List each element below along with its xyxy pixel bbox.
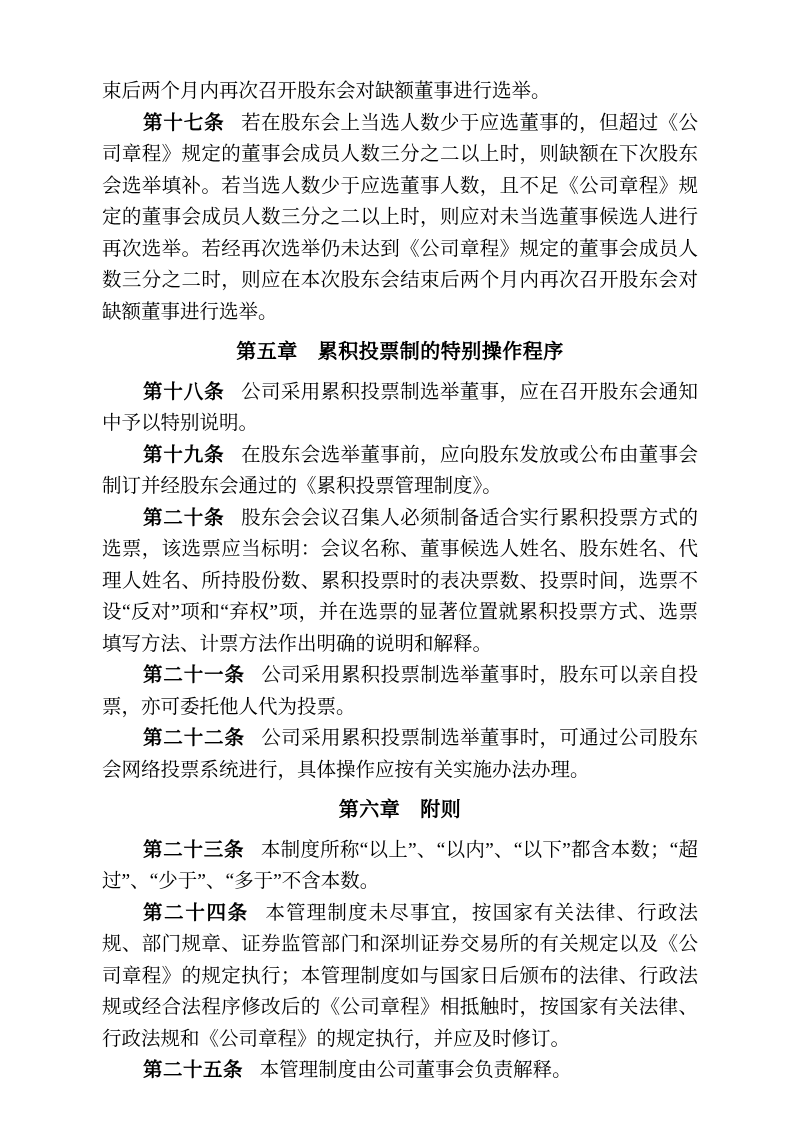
- article-23: [102, 835, 698, 898]
- article-23-text: 本制度所称“以上”、“以内”、“以下”都含本数；“超过”、“少于”、“多于”不含本数。: [102, 839, 698, 892]
- article-19-text: 在股东会选举董事前，应向股东发放或公布由董事会制订并经股东会通过的《累积投票管理制度》。: [102, 444, 698, 497]
- article-24-text: 本管理制度未尽事宜，按国家有关法律、行政法规、部门规章、证券监管部门和深圳证券交易所的有关规定以及《公司章程》的规定执行；本管理制度如与国家日后颁布的法律、行政法规或经合法程序修改后的《公司章程》相抵触时，按国家有关法律、行政法规和《公司章程》的规定执行，并应及时修订。: [102, 902, 698, 1050]
- chapter-5-title: 累积投票制的特别操作程序: [317, 340, 564, 363]
- article-17-number: 第十七条: [143, 111, 225, 134]
- article-19: [102, 440, 698, 503]
- chapter-5-heading: [102, 337, 698, 369]
- article-22-text: 公司采用累积投票制选举董事时，可通过公司股东会网络投票系统进行，具体操作应按有关实施办法办理。: [102, 728, 698, 781]
- chapter-6-heading: [102, 795, 698, 827]
- article-20: [102, 503, 698, 661]
- article-21-number: 第二十一条: [143, 664, 245, 686]
- chapter-5-number: 第五章: [236, 340, 298, 363]
- article-17-text: 若在股东会上当选人数少于应选董事的，但超过《公司章程》规定的董事会成员人数三分之二以上时，则缺额在下次股东会选举填补。若当选人数少于应选董事人数，且不足《公司章程》规定的董事会成员人数三分之二以上时，则应对未当选董事候选人进行再次选举。若经再次选举仍未达到《公司章程》规定的董事会成员人数三分之二时，则应在本次股东会结束后两个月内再次召开股东会对缺额董事进行选举。: [102, 112, 698, 323]
- article-25: [102, 1055, 698, 1087]
- article-21-text: 公司采用累积投票制选举董事时，股东可以亲自投票，亦可委托他人代为投票。: [102, 665, 698, 718]
- article-20-number: 第二十条: [143, 506, 225, 529]
- document-body: [102, 76, 698, 1087]
- paragraph-continuation: [102, 76, 698, 108]
- continuation-text: 束后两个月内再次召开股东会对缺额董事进行选举。: [102, 81, 551, 102]
- chapter-6-title: 附则: [420, 798, 462, 821]
- chapter-6-number: 第六章: [338, 798, 401, 821]
- article-18-text: 公司采用累积投票制选举董事，应在召开股东会通知中予以特别说明。: [102, 381, 698, 434]
- article-18: [102, 377, 698, 440]
- article-22: [102, 723, 698, 786]
- article-24: [102, 898, 698, 1056]
- article-24-number: 第二十四条: [143, 901, 249, 924]
- article-17: [102, 108, 698, 329]
- article-20-text: 股东会会议召集人必须制备适合实行累积投票方式的选票，该选票应当标明：会议名称、董事候选人姓名、股东姓名、代理人姓名、所持股份数、累积投票时的表决票数、投票时间，选票不设“反对”项和“弃权”项，并在选票的显著位置就累积投票方式、选票填写方法、计票方法作出明确的说明和解释。: [102, 507, 698, 655]
- article-23-number: 第二十三条: [143, 838, 245, 861]
- article-18-number: 第十八条: [143, 380, 225, 403]
- article-25-text: 本管理制度由公司董事会负责解释。: [259, 1060, 572, 1081]
- article-21: [102, 660, 698, 723]
- article-25-number: 第二十五条: [143, 1059, 244, 1081]
- article-19-number: 第十九条: [143, 443, 225, 466]
- article-22-number: 第二十二条: [143, 727, 245, 749]
